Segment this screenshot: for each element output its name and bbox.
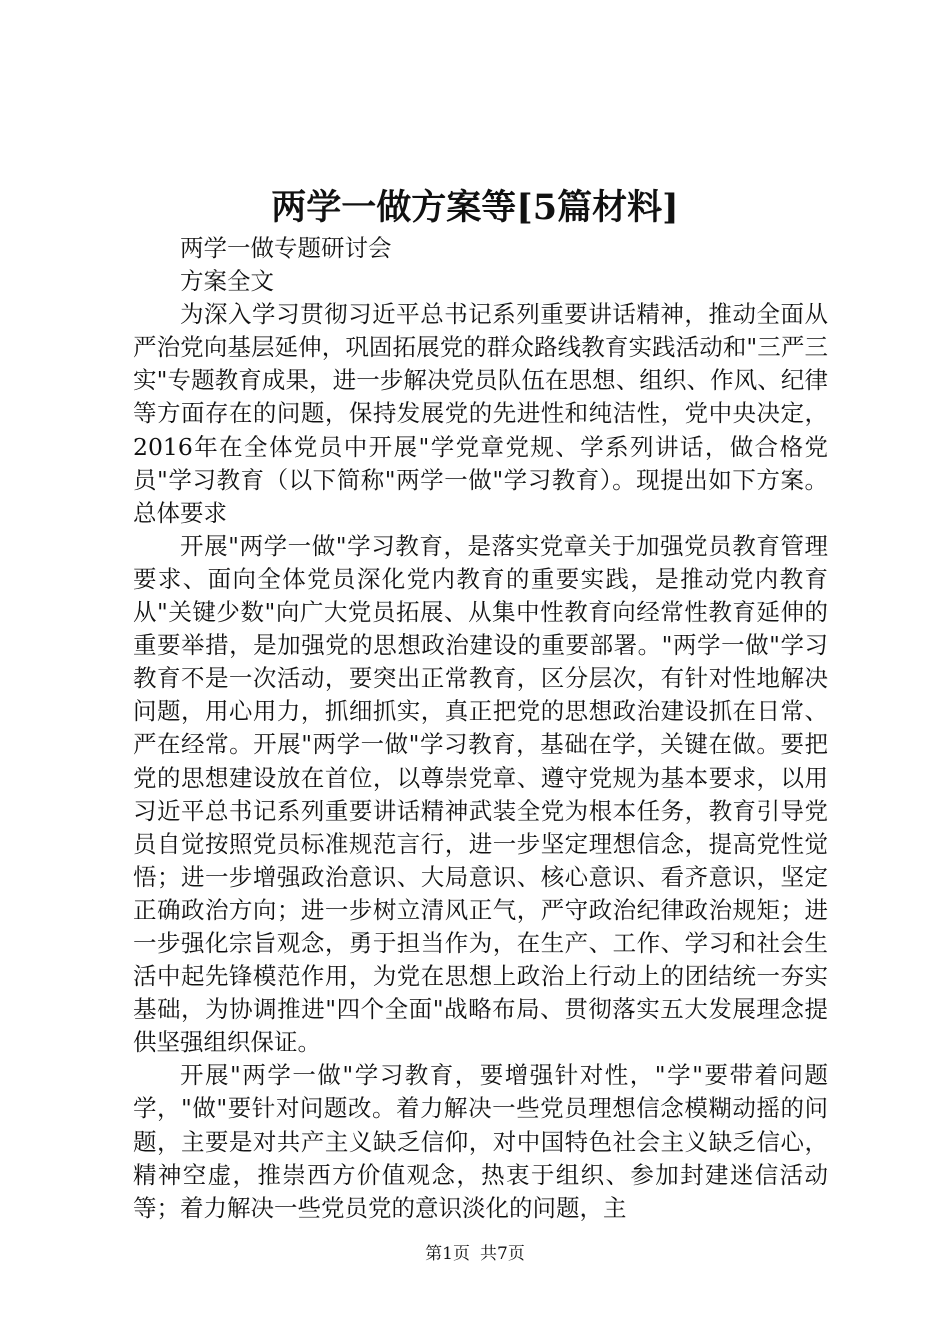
paragraph-intro: 为深入学习贯彻习近平总书记系列重要讲话精神，推动全面从严治党向基层延伸，巩固拓展党的群众路线教育实践活动和"三严三实"专题教育成果，进一步解决党员队伍在思想、组织、作风、纪律等方面存在的问题，保持发展党的先进性和纯洁性，党中央决定，2016年在全体党员中开展"学党章党规、学系列讲话，做合格党员"学习教育（以下简称"两学一做"学习教育）。现提出如下方案。总体要求: [133, 300, 828, 527]
paragraph-significance: 开展"两学一做"学习教育，是落实党章关于加强党员教育管理要求、面向全体党员深化党内教育的重要实践，是推动党内教育从"关键少数"向广大党员拓展、从集中性教育向经常性教育延伸的重要举措，是加强党的思想政治建设的重要部署。"两学一做"学习教育不是一次活动，要突出正常教育，区分层次，有针对性地解决问题，用心用力，抓细抓实，真正把党的思想政治建设抓在日常、严在经常。开展"两学一做"学习教育，基础在学，关键在做。要把党的思想建设放在首位，以尊崇党章、遵守党规为基本要求，以用习近平总书记系列重要讲话精神武装全党为根本任务，教育引导党员自觉按照党员标准规范言行，进一步坚定理想信念，提高党性觉悟；进一步增强政治意识、大局意识、核心意识、看齐意识，坚定正确政治方向；进一步树立清风正气，严守政治纪律政治规矩；进一步强化宗旨观念，勇于担当作为，在生产、工作、学习和社会生活中起先锋模范作用，为党在思想上政治上行动上的团结统一夯实基础，为协调推进"四个全面"战略布局、贯彻落实五大发展理念提供坚强组织保证。: [133, 531, 828, 1057]
page-total: 共7页: [480, 1244, 525, 1264]
paragraph-subtitle: 两学一做专题研讨会: [180, 234, 392, 262]
page-footer: [0, 1242, 950, 1266]
paragraph-heading: 方案全文: [180, 267, 274, 296]
page-number: 第1页: [425, 1244, 470, 1264]
document-body: [133, 232, 828, 1225]
document-title: 两学一做方案等[5篇材料]: [271, 187, 679, 228]
paragraph-targets: 开展"两学一做"学习教育，要增强针对性，"学"要带着问题学，"做"要针对问题改。着力解决一些党员理想信念模糊动摇的问题，主要是对共产主义缺乏信仰，对中国特色社会主义缺乏信心，精神空虚，推崇西方价值观念，热衷于组织、参加封建迷信活动等；着力解决一些党员党的意识淡化的问题，主: [133, 1061, 828, 1222]
